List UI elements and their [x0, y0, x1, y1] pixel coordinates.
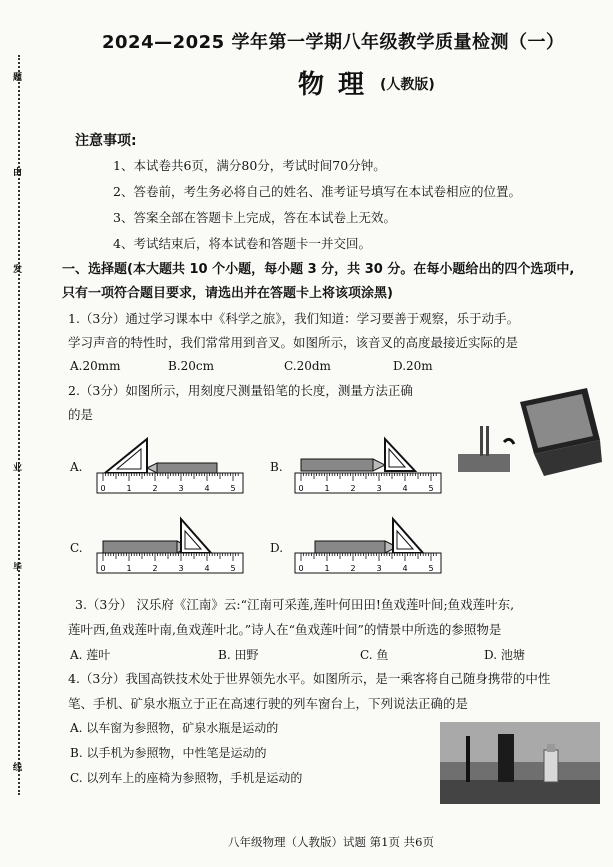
q1-option-d: D.20m [393, 359, 433, 373]
binding-mark: 线 [13, 763, 23, 773]
section-instruction: 一、选择题(本大题共 10 个小题，每小题 3 分，共 30 分。在每小题给出的四个选项中, [62, 262, 575, 277]
ruler-figure-b [293, 435, 443, 497]
q4-option-b: B. 以手机为参照物，中性笔是运动的 [70, 746, 267, 760]
train-window-photo [440, 722, 600, 804]
question-1-text: 1.（3分）通过学习课本中《科学之旅》，我们知道：学习要善于观察，乐于动手。 [68, 311, 520, 326]
ruler-tick-label: 2 [350, 484, 356, 493]
ruler-tick-label: 0 [298, 484, 304, 493]
notice-item: 4、考试结束后，将本试卷和答题卡一并交回。 [113, 236, 371, 251]
q4-option-a: A. 以车窗为参照物，矿泉水瓶是运动的 [70, 721, 279, 735]
q2-option-c: C. [70, 541, 83, 555]
section-instruction: 只有一项符合题目要求，请选出并在答题卡上将该项涂黑) [62, 286, 393, 301]
ruler-tick-label: 4 [402, 564, 408, 573]
ruler-tick-label: 0 [100, 564, 106, 573]
q3-option-b: B. 田野 [218, 648, 259, 662]
ruler-tick-label: 5 [230, 484, 236, 493]
binding-mark: 毕 [13, 563, 23, 573]
binding-mark: 题 [13, 73, 23, 83]
question-1-text: 学习声音的特性时，我们常常用到音叉。如图所示，该音叉的高度最接近实际的是 [68, 335, 519, 350]
q1-option-a: A.20mm [70, 359, 121, 373]
q2-option-a: A. [70, 460, 83, 474]
page-footer: 八年级物理（人教版）试题 第1页 共6页 [228, 835, 434, 849]
ruler-tick-label: 2 [152, 484, 158, 493]
question-2-text: 的是 [68, 407, 94, 422]
q4-option-c: C. 以列车上的座椅为参照物，手机是运动的 [70, 771, 303, 785]
binding-mark: 业 [13, 463, 23, 473]
binding-mark: 发 [13, 265, 23, 275]
question-3-text: 莲叶西,鱼戏莲叶南,鱼戏莲叶北。”诗人在“鱼戏莲叶间”的情景中所选的参照物是 [68, 622, 502, 637]
notice-item: 3、答案全部在答题卡上完成，答在本试卷上无效。 [113, 210, 396, 225]
q3-option-d: D. 池塘 [484, 648, 525, 662]
ruler-tick-label: 4 [204, 564, 210, 573]
notice-heading: 注意事项: [75, 133, 137, 149]
ruler-tick-label: 4 [402, 484, 408, 493]
question-2-text: 2.（3分）如图所示，用刻度尺测量铅笔的长度，测量方法正确 [68, 383, 413, 398]
tuning-fork-laptop-image [452, 380, 602, 480]
ruler-tick-label: 1 [126, 564, 132, 573]
q2-option-b: B. [270, 460, 283, 474]
q2-option-d: D. [270, 541, 284, 555]
ruler-tick-label: 3 [178, 484, 184, 493]
ruler-tick-label: 5 [428, 564, 434, 573]
q1-option-c: C.20dm [284, 359, 331, 373]
ruler-tick-label: 5 [428, 484, 434, 493]
ruler-tick-label: 0 [298, 564, 304, 573]
exam-title: 2024—2025 学年第一学期八年级教学质量检测（一） [102, 32, 565, 53]
question-4-text: 4.（3分）我国高铁技术处于世界领先水平。如图所示，是一乘客将自己随身携带的中性 [68, 671, 551, 686]
ruler-figure-c [95, 515, 245, 577]
ruler-tick-label: 2 [350, 564, 356, 573]
question-3-text: 3.（3分） 汉乐府《江南》云:“江南可采莲,莲叶何田田!鱼戏莲叶间;鱼戏莲叶东, [75, 597, 515, 612]
ruler-tick-label: 4 [204, 484, 210, 493]
notice-item: 2、答卷前，考生务必将自己的姓名、准考证号填写在本试卷相应的位置。 [113, 184, 521, 199]
subject-title: 物理 [298, 70, 379, 100]
ruler-figure-d [293, 515, 443, 577]
question-4-text: 笔、手机、矿泉水瓶立于正在高速行驶的列车窗台上，下列说法正确的是 [68, 696, 469, 711]
ruler-tick-label: 3 [376, 564, 382, 573]
notice-item: 1、本试卷共6页，满分80分，考试时间70分钟。 [113, 158, 386, 173]
q3-option-c: C. 鱼 [360, 648, 389, 662]
q1-option-b: B.20cm [168, 359, 215, 373]
ruler-tick-label: 1 [126, 484, 132, 493]
ruler-figure-a [95, 435, 245, 497]
ruler-tick-label: 3 [376, 484, 382, 493]
binding-mark: 由 [13, 168, 23, 178]
ruler-tick-label: 3 [178, 564, 184, 573]
ruler-tick-label: 0 [100, 484, 106, 493]
ruler-tick-label: 5 [230, 564, 236, 573]
q3-option-a: A. 莲叶 [70, 648, 111, 662]
ruler-tick-label: 1 [324, 564, 330, 573]
ruler-tick-label: 1 [324, 484, 330, 493]
edition-label: (人教版) [380, 77, 435, 93]
ruler-tick-label: 2 [152, 564, 158, 573]
